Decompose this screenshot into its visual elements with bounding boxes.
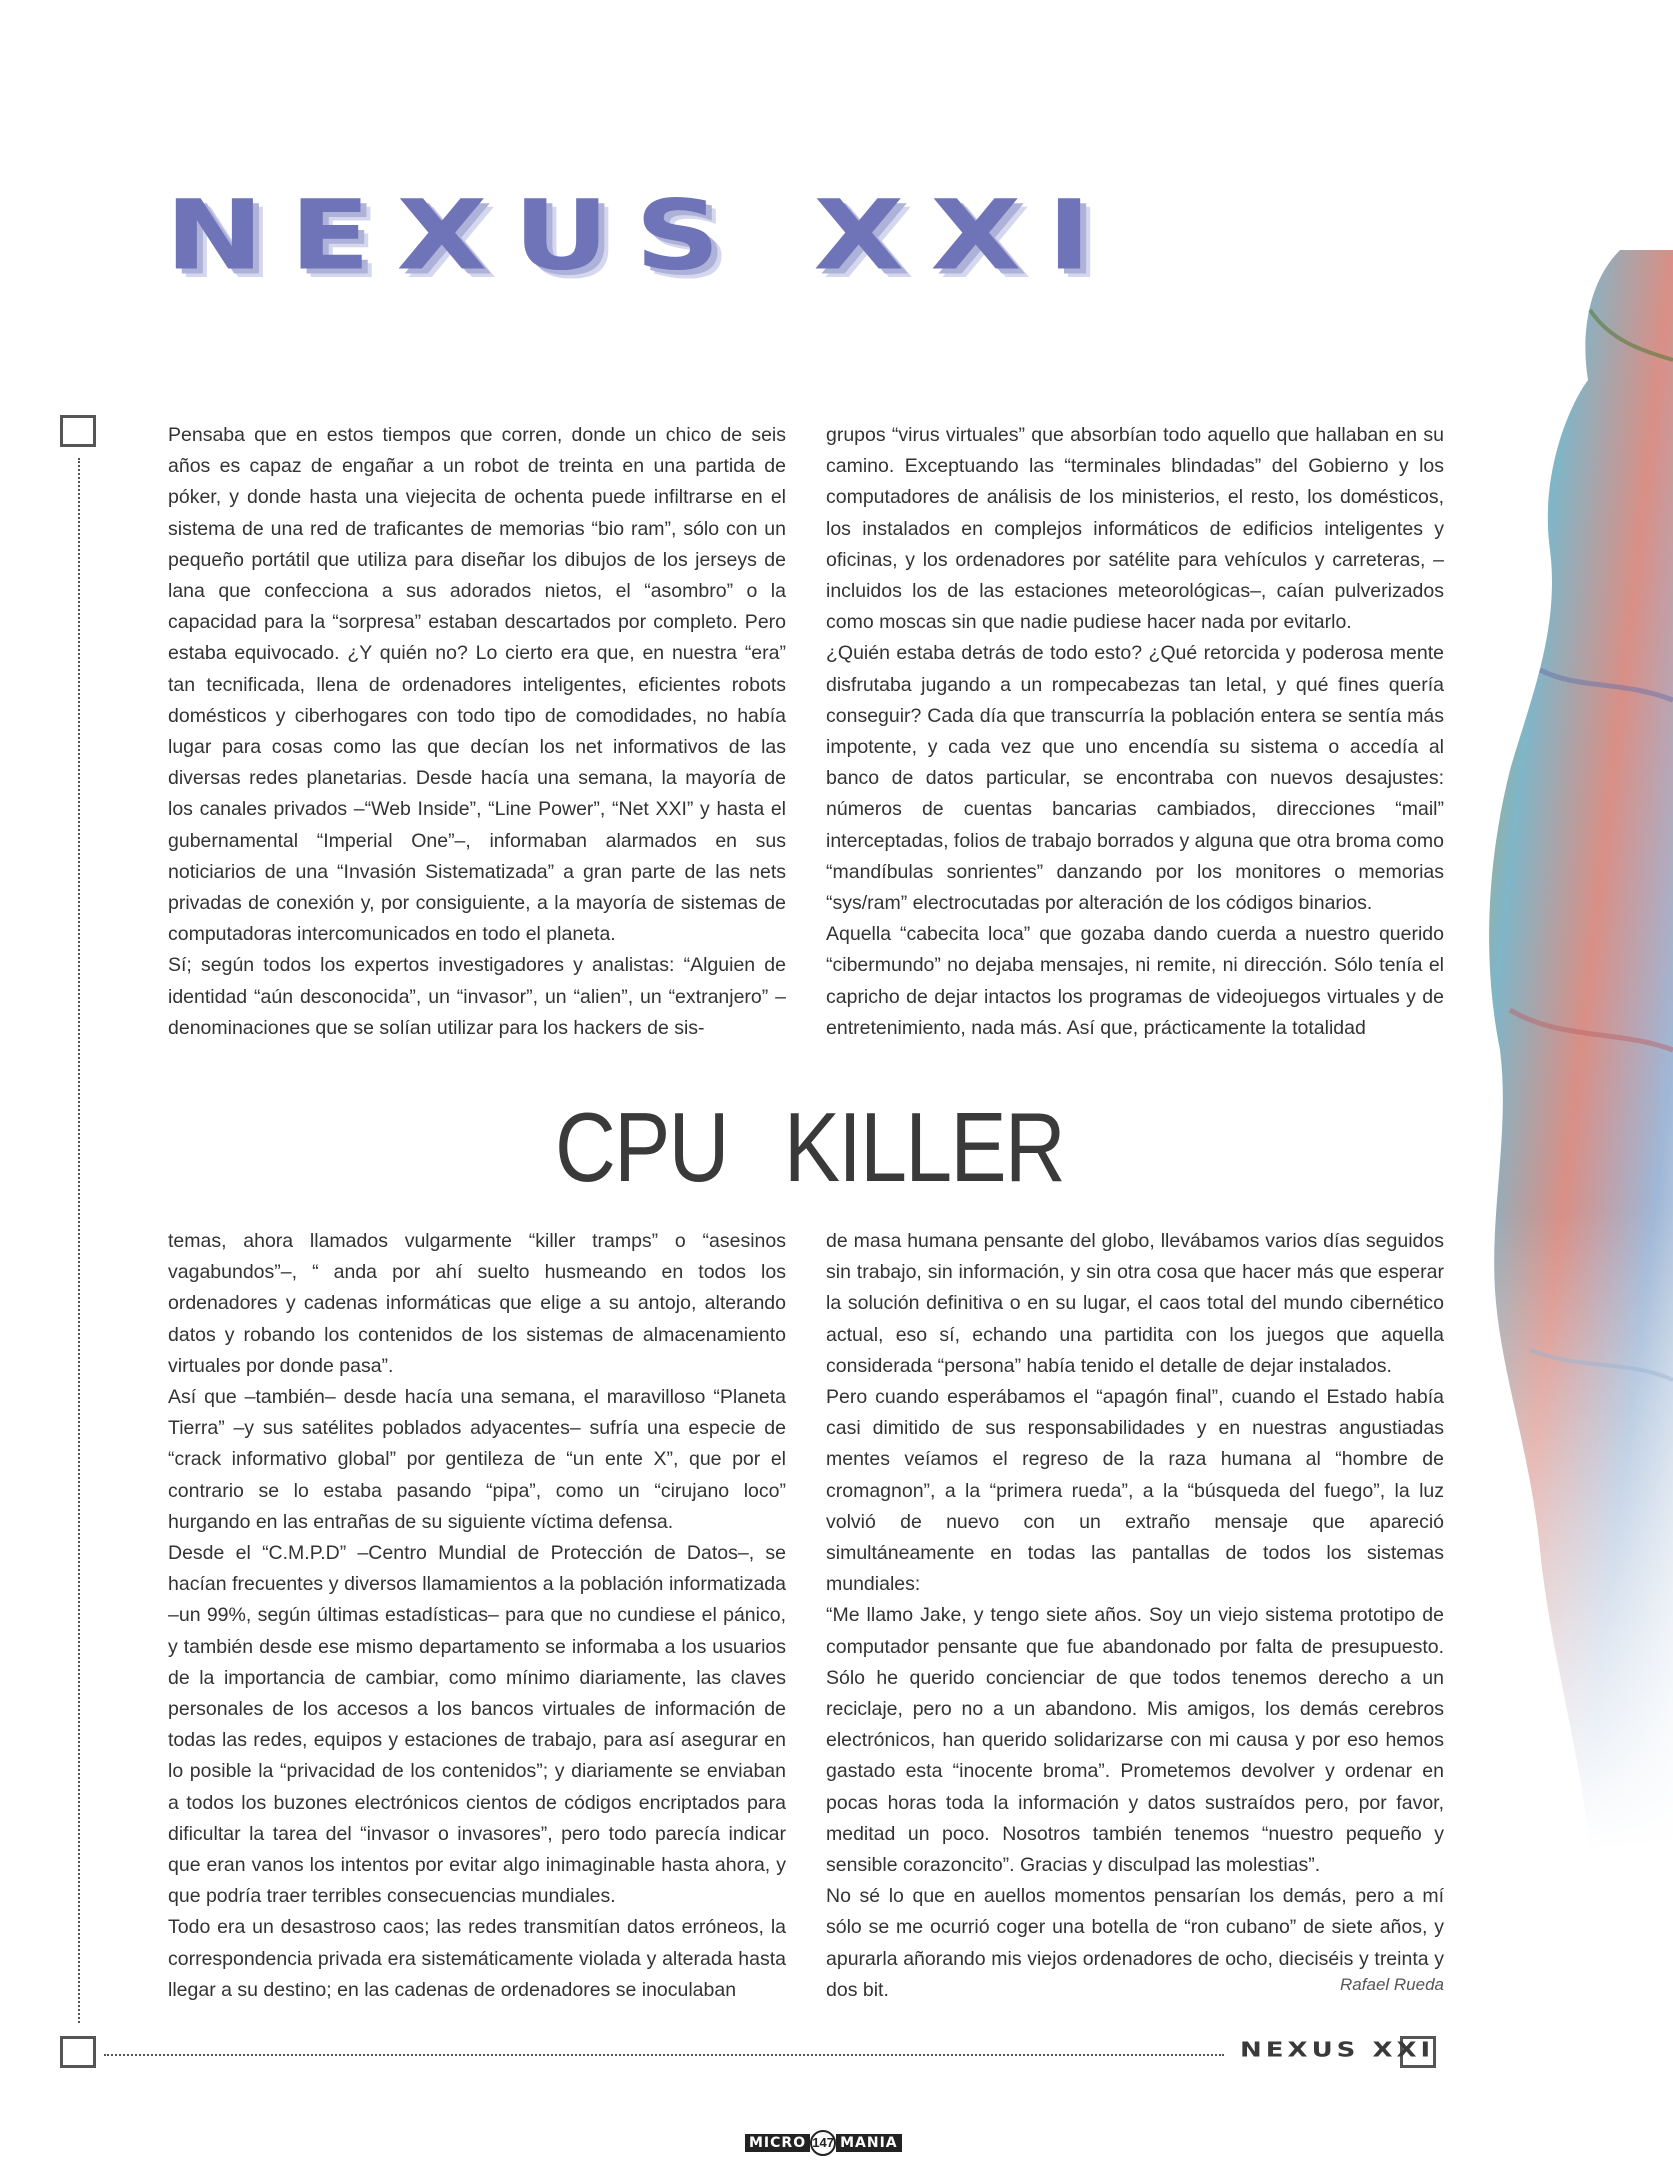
column-bottom-right [826,1226,1444,2006]
paragraph: ¿Quién estaba detrás de todo esto? ¿Qué retorcida y poderosa mente disfrutaba jugando a un rompecabezas tan letal, y qué fines quería conseguir? Cada día que transcurría la población entera se sentía más impotente, y cada vez que uno encendía su sistema o accedía al banco de datos particular, se encontraba con nuevos desajustes: números de cuentas bancarias cambiados, direcciones “mail” interceptadas, folios de trabajo borrados y alguna que otra broma como “mandíbulas sonrientes” danzando por los monitores o memorias “sys/ram” electrocutadas por alteración de los códigos binarios. [826,642,1444,915]
dotted-rule-horizontal [104,2054,1224,2056]
section-title: CPU KILLER [555,1092,1065,1202]
paragraph: “Me llamo Jake, y tengo siete años. Soy un viejo sistema prototipo de computador pensante que fue abandonado por falta de presupuesto. Sólo he querido concienciar de que todos tenemos derecho a un reciclaje, pero no a un abandono. Mis amigos, los demás cerebros electrónicos, han querido solidarizarse con mi causa y por eso hemos gastado esta “inocente broma”. Prometemos devolver y ordenar en pocas horas toda la información y datos sustraídos pero, por favor, meditad un poco. Nosotros también tenemos “nuestro pequeño y sensible corazoncito”. Gracias y disculpad las molestias”. [826,1604,1444,1877]
corner-box-bottom-left [60,2036,96,2068]
masthead-title: NEXUS XXI [165,178,1118,292]
paragraph: temas, ahora llamados vulgarmente “killer tramps” o “asesinos vagabundos”–, “ anda por ahí suelto husmeando en todos los ordenadores y cadenas informáticas que elige a su antojo, alterando datos y robando los contenidos de los sistemas de almacenamiento virtuales por donde pasa”. [168,1230,786,1377]
cyber-figure-illustration [1470,250,1673,1850]
column-bottom-left [168,1226,786,2006]
masthead [165,178,1455,300]
paragraph: Desde el “C.M.P.D” –Centro Mundial de Protección de Datos–, se hacían frecuentes y diversos llamamientos a la población informatizada –un 99%, según últimas estadísticas– para que no cundiese el pánico, y también desde ese mismo departamento se informaba a los usuarios de la importancia de cambiar, como mínimo diariamente, las claves personales de los accesos a los bancos virtuales de información de todas las redes, equipos y estaciones de trabajo, para así asegurar en lo posible la “privacidad de los contenidos”; y diariamente se enviaban a todos los buzones electrónicos cientos de códigos encriptados para dificultar la tarea del “invasor o invasores”, pero todo parecía indicar que eran vanos los intentos por evitar algo inimaginable hasta ahora, y que podría traer terribles consecuencias mundiales. [168,1542,786,1908]
paragraph: grupos “virus virtuales” que absorbían todo aquello que hallaban en su camino. Exceptuando las “terminales blindadas” del Gobierno y los computadores de análisis de los ministerios, el resto, los domésticos, los instalados en complejos informáticos de edificios inteligentes y oficinas, y los ordenadores por satélite para vehículos y carreteras, –incluidos los de las estaciones meteorológicas–, caían pulverizados como moscas sin que nadie pudiese hacer nada por evitarlo. [826,424,1444,634]
paragraph: Aquella “cabecita loca” que gozaba dando cuerda a nuestro querido “cibermundo” no dejaba mensajes, ni remite, ni dirección. Sólo tenía el capricho de dejar intactos los programas de videojuegos virtuales y de entretenimiento, nada más. Así que, prácticamente la totalidad [826,923,1444,1039]
paragraph: Todo era un desastroso caos; las redes transmitían datos erróneos, la correspondencia privada era sistemáticamente violada y alterada hasta llegar a su destino; en las cadenas de ordenadores se inoculaban [168,1916,786,2001]
paragraph: Pensaba que en estos tiempos que corren, donde un chico de seis años es capaz de engañar a un robot de treinta en una partida de póker, y donde hasta una viejecita de ochenta puede infiltrarse en el sistema de una red de traficantes de memorias “bio ram”, sólo con un pequeño portátil que utiliza para diseñar los dibujos de los jerseys de lana que confecciona a sus adorados nietos, el “asombro” o la capacidad para la “sorpresa” estaban descartados por completo. Pero estaba equivocado. ¿Y quién no? Lo cierto era que, en nuestra “era” tan tecnificada, llena de ordenadores inteligentes, eficientes robots domésticos y ciberhogares con todo tipo de comodidades, no había lugar para cosas como las que decían los net informativos de las diversas redes planetarias. Desde hacía una semana, la mayoría de los canales privados –“Web Inside”, “Line Power”, “Net XXI” y hasta el gubernamental “Imperial One”–, informaban alarmados en sus noticiarios de una “Invasión Sistematizada” a gran parte de las nets privadas de conexión y, por consiguiente, a la mayoría de sistemas de computadoras intercomunicados en todo el planeta. [168,424,786,946]
author-signature: Rafael Rueda [1340,1975,1444,1994]
paragraph: Pero cuando esperábamos el “apagón final”, cuando el Estado había casi dimitido de sus responsabilidades y en nuestras angustiadas mentes veíamos el regreso de la raza humana al “hombre de cromagnon”, a la “primera rueda”, a la “búsqueda del fuego”, la luz volvió de nuevo con un extraño mensaje que apareció simultáneamente en todas las pantallas de todos los sistemas mundiales: [826,1386,1444,1596]
corner-box-top-left [60,415,96,447]
paragraph: de masa humana pensante del globo, llevábamos varios días seguidos sin trabajo, sin información, y sin otra cosa que hacer más que esperar la solución definitiva o en su lugar, el caos total del mundo cibernético actual, eso sí, echando una partidita con los juegos que aquella considerada “persona” había tenido el detalle de dejar instalados. [826,1230,1444,1377]
paragraph: Sí; según todos los expertos investigadores y analistas: “Alguien de identidad “aún desconocida”, un “invasor”, un “alien”, un “extranjero” –denominaciones que se solían utilizar para los hackers de sis- [168,954,786,1039]
column-top-right [826,420,1444,1044]
page-badge [745,2130,902,2156]
footer-logo: NEXUS XXI [1240,2038,1435,2062]
paragraph: No sé lo que en auellos momentos pensarían los demás, pero a mí sólo se me ocurrió coger una botella de “ron cubano” de siete años, y apurarla añorando mis viejos ordenadores de ocho, dieciséis y treinta y dos bit. [826,1885,1444,2001]
column-top-left [168,420,786,1044]
magazine-name-right: MANIA [836,2134,902,2152]
paragraph: Así que –también– desde hacía una semana, el maravilloso “Planeta Tierra” –y sus satélites poblados adyacentes– sufría una especie de “crack informativo global” por gentileza de “un ente X”, que por el contrario se lo estaba pasando “pipa”, como un “cirujano loco” hurgando en las entrañas de su siguiente víctima defensa. [168,1386,786,1533]
dotted-rule-vertical [78,458,80,2023]
page-number: 147 [810,2130,836,2156]
magazine-name-left: MICRO [745,2134,810,2152]
